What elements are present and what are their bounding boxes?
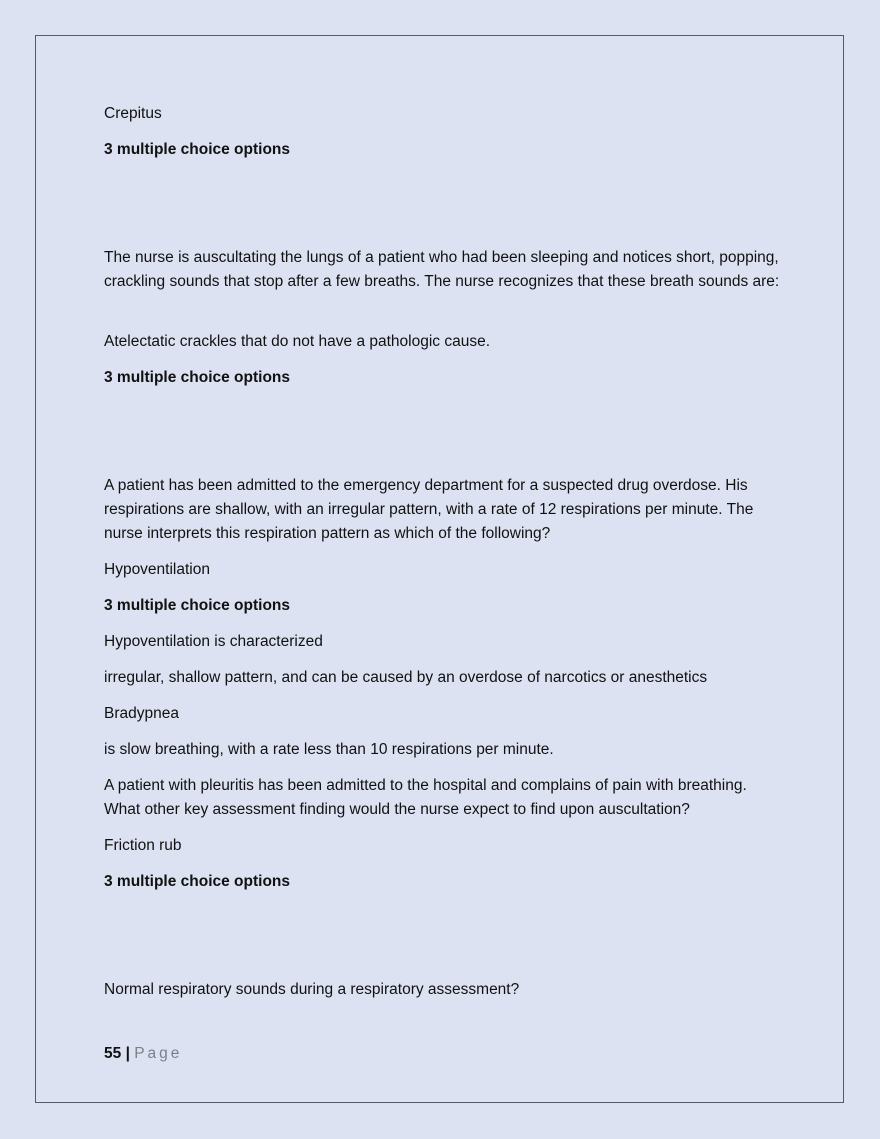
explanation-text: irregular, shallow pattern, and can be caused by an overdose of narcotics or anesthetics	[104, 669, 708, 686]
options-label: 3 multiple choice options	[104, 597, 291, 614]
explanation-text: Hypoventilation is characterized	[104, 633, 323, 650]
footer-separator: |	[125, 1045, 130, 1062]
options-label: 3 multiple choice options	[104, 369, 291, 386]
explanation-text: Bradypnea	[104, 705, 179, 722]
answer-text: Atelectatic crackles that do not have a pathologic cause.	[104, 333, 491, 350]
options-label: 3 multiple choice options	[104, 141, 291, 158]
answer-text: Friction rub	[104, 837, 182, 854]
question-text: The nurse is auscultating the lungs of a patient who had been sleeping and notices short, popping, crackling sounds that stop after a few breaths. The nurse recognizes that these breath sounds are:	[104, 249, 780, 290]
answer-text: Hypoventilation	[104, 561, 210, 578]
explanation-text: is slow breathing, with a rate less than 10 respirations per minute.	[104, 741, 554, 758]
question-text: A patient has been admitted to the emergency department for a suspected drug overdose. His respirations are shallow, with an irregular pattern, with a rate of 12 respirations per minute. The nurse interprets this respiration pattern as which of the following?	[104, 477, 754, 542]
page-label: Page	[134, 1045, 183, 1062]
page-footer	[104, 1045, 182, 1063]
question-text: Normal respiratory sounds during a respiratory assessment?	[104, 981, 520, 998]
page-number: 55	[104, 1045, 122, 1062]
options-label: 3 multiple choice options	[104, 873, 291, 890]
question-text: A patient with pleuritis has been admitted to the hospital and complains of pain with breathing. What other key assessment finding would the nurse expect to find upon auscultation?	[104, 777, 747, 818]
answer-text: Crepitus	[104, 105, 162, 122]
